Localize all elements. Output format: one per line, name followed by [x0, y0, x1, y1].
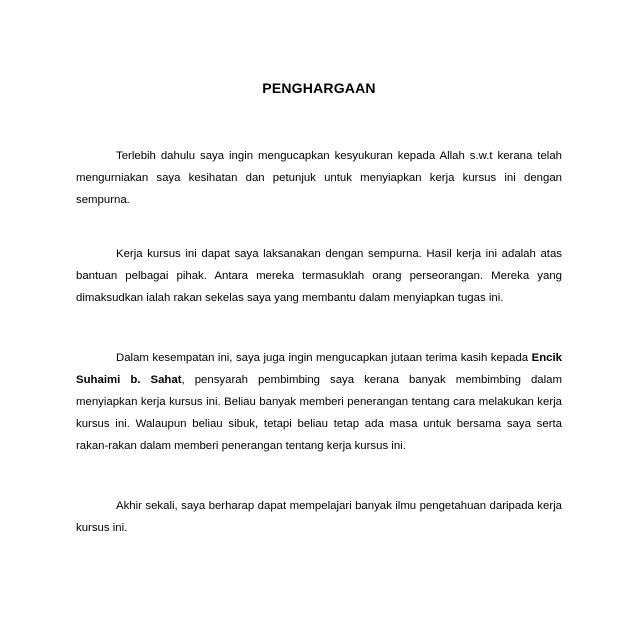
- paragraph-1: Terlebih dahulu saya ingin mengucapkan kesyukuran kepada Allah s.w.t kerana telah mengurniakan saya kesihatan dan petunjuk untuk menyiapkan kerja kursus ini dengan sempurna.: [76, 150, 562, 206]
- page-title: PENGHARGAAN: [262, 80, 376, 96]
- paragraph-3-start: Dalam kesempatan ini, saya juga ingin mengucapkan jutaan terima kasih kepada: [116, 352, 532, 364]
- paragraph-4: Akhir sekali, saya berharap dapat mempelajari banyak ilmu pengetahuan daripada kerja kursus ini.: [76, 500, 562, 534]
- paragraph-2: Kerja kursus ini dapat saya laksanakan dengan sempurna. Hasil kerja ini adalah atas bantuan pelbagai pihak. Antara mereka termasuklah orang perseorangan. Mereka yang dimaksudkan ialah rakan sekelas saya yang membantu dalam menyiapkan tugas ini.: [76, 248, 562, 304]
- supervisor-name: Encik Suhaimi b. Sahat: [76, 352, 562, 386]
- paragraph-3: [76, 347, 562, 457]
- paragraph-3-end: , pensyarah pembimbing saya kerana banyak membimbing dalam menyiapkan kerja kursus ini. Beliau banyak memberi penerangan tentang cara melakukan kerja kursus ini. Walaupun beliau sibuk, tetapi beliau tetap ada masa untuk bersama saya serta rakan-rakan dalam memberi penerangan tentang kerja kursus ini.: [76, 374, 562, 452]
